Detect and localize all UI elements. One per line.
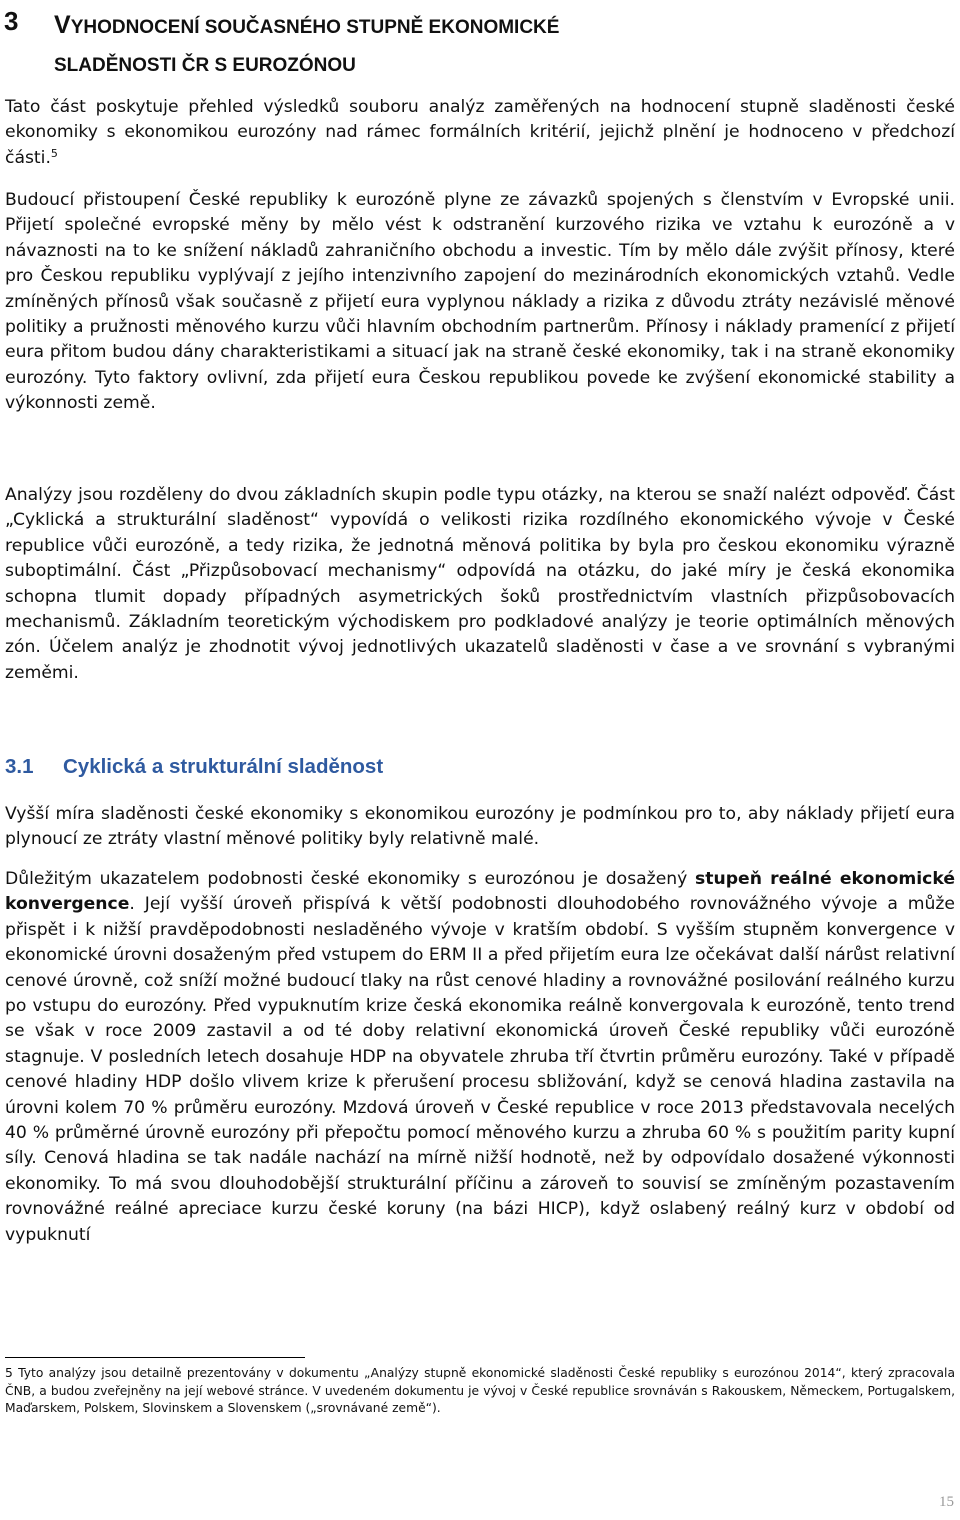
section-title: Cyklická a strukturální sladěnost [63,755,384,778]
paragraph-intro [5,95,955,171]
chapter-title-line-1: VYHODNOCENÍ SOUČASNÉHO STUPNĚ EKONOMICKÉ [54,11,560,39]
footnote-separator [5,1357,305,1358]
chapter-number: 3 [4,6,19,36]
chapter-title [54,6,914,85]
paragraph-analysis-groups: Analýzy jsou rozděleny do dvou základních skupin podle typu otázky, na kterou se snaží nalézt odpověď. Část „Cyklická a strukturální sladěnost“ vypovídá o velikosti rizika rozdílného ekonomického vývoje v České republice vůči eurozóně, a tedy rizika, že jednotná měnová politika by byla pro českou ekonomiku výrazně suboptimální. Část „Přizpůsobovací mechanismy“ odpovídá na otázku, do jaké míry je česká ekonomika schopna tlumit dopady případných asymetrických šoků prostřednictvím vlastních přizpůsobovacích mechanismů. Základním teoretickým východiskem pro podkladové analýzy je teorie optimálních měnových zón. Účelem analýz je zhodnotit vývoj jednotlivých ukazatelů sladěnosti v čase a ve srovnání s vybranými zeměmi. [5,485,955,683]
section-heading [5,752,945,782]
emphasis-real-convergence: stupeň reálné ekonomické konvergence [5,869,955,915]
paragraph-real-convergence [5,867,955,1248]
footnote-5: 5 Tyto analýzy jsou detailně prezentovány v dokumentu „Analýzy stupně ekonomické sladěnosti České republiky s eurozónou 2014“, který zpracovala ČNB, a budou zveřejněny na její webové stránce. V uvedeném dokumentu je vývoj v České republice srovnáván s Rakouskem, Německem, Portugalskem, Maďarskem, Polskem, Slovinskem a Slovenskem („srovnávané země“). [5,1366,955,1416]
footnote-reference[interactable]: 5 [50,146,58,160]
paragraph-real-convergence-lead: Důležitým ukazatelem podobnosti české ekonomiky s eurozónou je dosažený [5,869,696,889]
paragraph-real-convergence-rest: . Její vyšší úroveň přispívá k větší podobnosti dlouhodobého rovnovážného vývoje a může přispět i k nižší pravděpodobnosti nesladěného vývoje v kratším období. S vyšším stupněm konvergence v ekonomické úrovni dosaženým před vstupem do ERM II a před přijetím eura lze očekávat další nárůst relativní cenové úrovně, což sníží možné budoucí tlaky na růst cenové hladiny a rovnovážné posilování reálného kurzu po vstupu do eurozóny. Před vypuknutím krize česká ekonomika reálně konvergovala k eurozóně, tento trend se však v roce 2009 zastavil a od té doby relativní ekonomická úroveň České republiky vůči eurozóně stagnuje. V posledních letech dosahuje HDP na obyvatele zhruba tří čtvrtin průměru eurozóny. Také v případě cenové hladiny HDP došlo vlivem krize k přerušení procesu sbližování, když se cenová hladina zastavila na úrovni kolem 70 % průměru eurozóny. Mzdová úroveň v České republice v roce 2013 představovala necelých 40 % průměrné úrovně eurozóny při přepočtu pomocí měnového kurzu a zhruba 60 % s použitím parity kupní síly. Cenová hladina se tak nadále nachází na mírně nižší hodnotě, než by odpovídalo dosažené výkonnosti ekonomiky. To má svou dlouhodobější strukturální příčinu a zároveň to souvisí se zmíněným pozastavením rovnovážné reálné apreciace kurzu české koruny (na bázi HICP), když oslabený reálný kurz v období od vypuknutí [5,894,955,1245]
chapter-title-line-2: SLADĚNOSTI ČR S EUROZÓNOU [54,55,356,76]
page-number: 15 [939,1494,954,1510]
section-number: 3.1 [5,755,34,778]
paragraph-synchronization: Vyšší míra sladěnosti české ekonomiky s ekonomikou eurozóny je podmínkou pro to, aby náklady přijetí eura plynoucí ze ztráty vlastní měnové politiky byly relativně malé. [5,804,955,850]
paragraph-euro-adoption: Budoucí přistoupení České republiky k eurozóně plyne ze závazků spojených s členstvím v Evropské unii. Přijetí společné evropské měny by mělo vést k odstranění kurzového rizika ve vztahu k eurozóně a v návaznosti na to ke snížení nákladů zahraničního obchodu a investic. Tím by mělo dále zvýšit přínosy, které pro Českou republiku vyplývají z jejího intenzivního zapojení do mezinárodních ekonomických vztahů. Vedle zmíněných přínosů však současně z přijetí eura vyplynou náklady a rizika z důvodu ztráty nezávislé měnové politiky a pružnosti měnového kurzu vůči hlavním obchodním partnerům. Přínosy i náklady pramenící z přijetí eura přitom budou dány charakteristikami a situací jak na straně české ekonomiky, tak i na straně ekonomiky eurozóny. Tyto faktory ovlivní, zda přijetí eura Českou republikou povede ke zvýšení ekonomické stability a výkonnosti země. [5,190,955,414]
paragraph-intro-text: Tato část poskytuje přehled výsledků souboru analýz zaměřených na hodnocení stupně sladěnosti české ekonomiky s ekonomikou eurozóny nad rámec formálních kritérií, jejichž plnění je hodnoceno v předchozí části. [5,97,955,168]
